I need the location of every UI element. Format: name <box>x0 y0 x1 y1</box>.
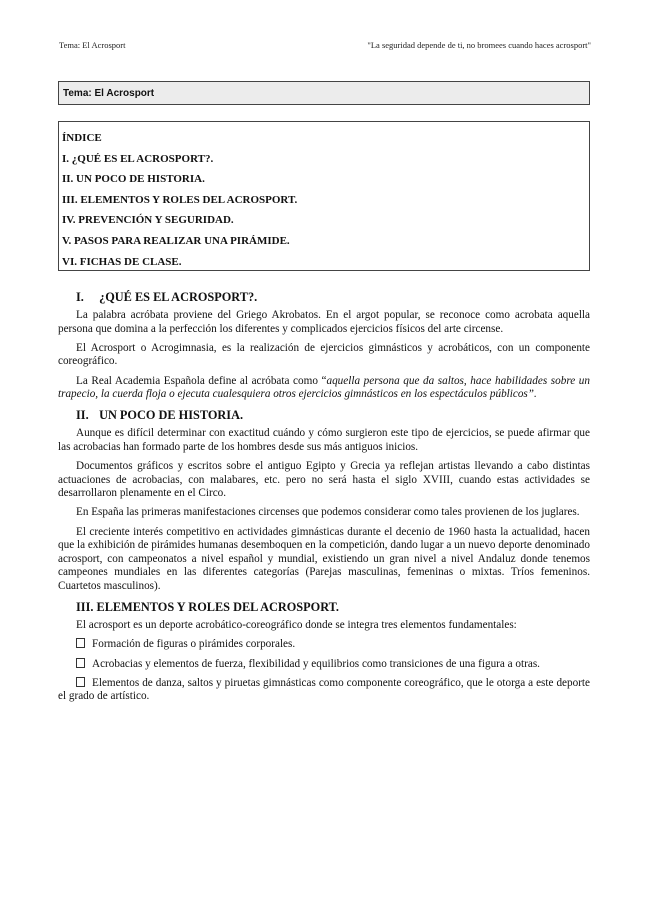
paragraph-text: La Real Academia Española define al acróbata como “ <box>76 374 327 387</box>
paragraph: Aunque es difícil determinar con exactitud cuándo y cómo surgieron este tipo de ejercicios, se puede afirmar que las acrobacias han formado parte de los hombres desde sus más antiguos inicios. <box>58 427 590 453</box>
toc-item: IV. PREVENCIÓN Y SEGURIDAD. <box>62 214 234 227</box>
topic-title-box <box>58 81 590 105</box>
checkbox-bullet-icon <box>76 658 85 668</box>
list-item <box>58 658 590 672</box>
section-title: ¿QUÉ ES EL ACROSPORT?. <box>99 290 258 304</box>
quote-close: ”. <box>527 388 537 401</box>
topic-title: Tema: El Acrosport <box>63 87 155 99</box>
toc-item: V. PASOS PARA REALIZAR UNA PIRÁMIDE. <box>62 234 290 247</box>
toc-item: II. UN POCO DE HISTORIA. <box>62 173 205 186</box>
paragraph: El Acrosport o Acrogimnasia, es la realización de ejercicios gimnásticos y acrobáticos, con un componente coreográfico. <box>58 341 590 368</box>
toc-item: I. ¿QUÉ ES EL ACROSPORT?. <box>62 152 214 165</box>
section-title: ELEMENTOS Y ROLES DEL ACROSPORT. <box>96 600 340 615</box>
list-item <box>58 638 590 652</box>
section-number: III. <box>76 600 94 615</box>
paragraph: En España las primeras manifestaciones circenses que podemos considerar como tales provienen de los juglares. <box>76 506 580 519</box>
section-number: II. <box>76 408 89 423</box>
section-title: UN POCO DE HISTORIA. <box>99 408 244 423</box>
paragraph <box>58 375 590 402</box>
list-item-text: Elementos de danza, saltos y piruetas gimnásticas como componente coreográfico, que le otorga a este deporte el grado de artístico. <box>58 676 590 703</box>
document-body <box>58 289 590 710</box>
table-of-contents <box>58 121 590 271</box>
toc-item: III. ELEMENTOS Y ROLES DEL ACROSPORT. <box>62 193 298 206</box>
paragraph: Documentos gráficos y escritos sobre el antiguo Egipto y Grecia ya reflejan artistas llevando a cabo distintas actuaciones de acrobacias, con malabares, etc. pero no será hasta el siglo XVIII, cuando estas actividades se desarrollaron plenamente en el Circo. <box>58 460 590 500</box>
checkbox-bullet-icon <box>76 638 85 648</box>
toc-item: VI. FICHAS DE CLASE. <box>62 255 182 268</box>
running-header-left: Tema: El Acrosport <box>59 40 126 50</box>
section-heading-1 <box>58 289 590 305</box>
list-item-text: Formación de figuras o pirámides corporales. <box>92 638 296 651</box>
running-header-right: "La seguridad depende de ti, no bromees cuando haces acrosport" <box>367 40 591 50</box>
section-heading-3 <box>58 599 590 615</box>
toc-heading: ÍNDICE <box>62 132 102 144</box>
definition-quote: aquella persona que da saltos, hace habilidades sobre un trapecio, la cuerda floja o ejecuta cualesquiera otros ejercicios gimnásticos en los espectáculos públicos <box>58 374 590 401</box>
paragraph: El creciente interés competitivo en actividades gimnásticas durante el decenio de 1960 hasta la actualidad, hacen que la exhibición de pirámides humanas desemboquen en la competición, dando lugar a un nuevo deporte denominado acrosport, con campeonatos a nivel español y mundial, existiendo un gran nivel a nivel Andaluz donde tenemos campeones mundiales en las diferentes categorías (Parejas masculinas, femeninas o mixtas. Tríos femeninos. Cuartetos masculinos). <box>58 525 590 592</box>
checkbox-bullet-icon <box>76 677 85 687</box>
paragraph: La palabra acróbata proviene del Griego Akrobatos. En el argot popular, se reconoce como acrobata aquella persona que domina a la perfección los diferentes y complicados ejercicios físicos del arte circense. <box>58 309 590 335</box>
section-heading-2 <box>58 407 590 423</box>
paragraph: El acrosport es un deporte acrobático-coreográfico donde se integra tres elementos fundamentales: <box>76 619 517 632</box>
list-item-text: Acrobacias y elementos de fuerza, flexibilidad y equilibrios como transiciones de una figura a otras. <box>92 657 540 670</box>
section-number: I. <box>76 290 84 304</box>
list-item <box>58 677 590 704</box>
